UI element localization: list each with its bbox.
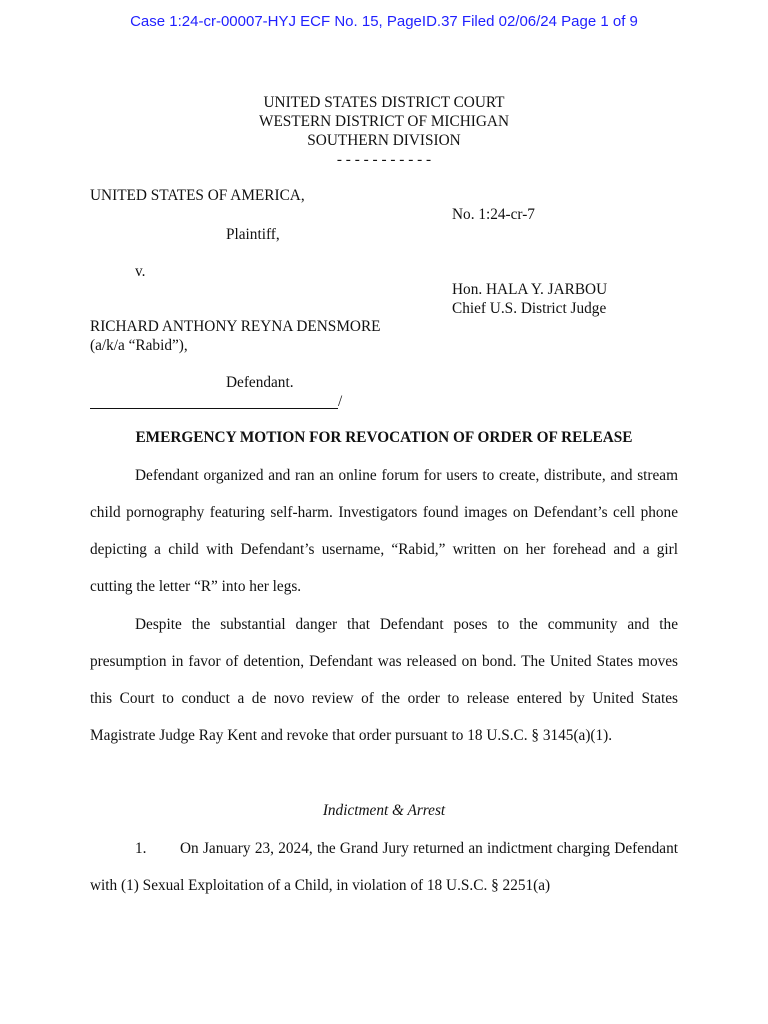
judge-title: Chief U.S. District Judge (452, 300, 607, 317)
paragraph-number: 1. (135, 840, 147, 857)
motion-title: EMERGENCY MOTION FOR REVOCATION OF ORDER OF RELEASE (135, 429, 633, 446)
caption-rule-end: / (338, 393, 343, 410)
numbered-paragraph (90, 830, 678, 904)
body-paragraph (90, 457, 678, 605)
court-district: WESTERN DISTRICT OF MICHIGAN (259, 113, 509, 130)
court-caption-heading (0, 93, 768, 169)
caption-rule (90, 408, 338, 409)
judge-name: Hon. HALA Y. JARBOU (452, 281, 608, 298)
court-name: UNITED STATES DISTRICT COURT (263, 94, 505, 111)
case-number: No. 1:24-cr-7 (452, 206, 535, 223)
court-division: SOUTHERN DIVISION (307, 132, 461, 149)
paragraph-text: On January 23, 2024, the Grand Jury returned an indictment charging Defendant with (1) Sexual Exploitation of a Child, in violation of 18 U.S.C. § 2251(a) (90, 840, 678, 895)
plaintiff-role: Plaintiff, (226, 226, 280, 243)
paragraph-text: Defendant organized and ran an online forum for users to create, distribute, and stream child pornography featuring self-harm. Investigators found images on Defendant’s cell phone depicting a child with Defendant’s username, “Rabid,” written on her forehead and a girl cutting the letter “R” into her legs. (90, 467, 678, 596)
ecf-header: Case 1:24-cr-00007-HYJ ECF No. 15, PageID.37 Filed 02/06/24 Page 1 of 9 (130, 13, 638, 30)
defendant-name: RICHARD ANTHONY REYNA DENSMORE (90, 318, 381, 335)
court-separator: - - - - - - - - - - - (336, 151, 432, 168)
defendant-role: Defendant. (226, 374, 294, 391)
section-heading: Indictment & Arrest (322, 802, 446, 819)
defendant-aka: (a/k/a “Rabid”), (90, 337, 188, 354)
versus: v. (135, 263, 146, 280)
body-paragraph (90, 606, 678, 754)
paragraph-text: Despite the substantial danger that Defendant poses to the community and the presumption in favor of detention, Defendant was released on bond. The United States moves this Court to conduct a de novo review of the order to release entered by United States Magistrate Judge Ray Kent and revoke that order pursuant to 18 U.S.C. § 3145(a)(1). (90, 616, 678, 745)
plaintiff-name: UNITED STATES OF AMERICA, (90, 187, 305, 204)
